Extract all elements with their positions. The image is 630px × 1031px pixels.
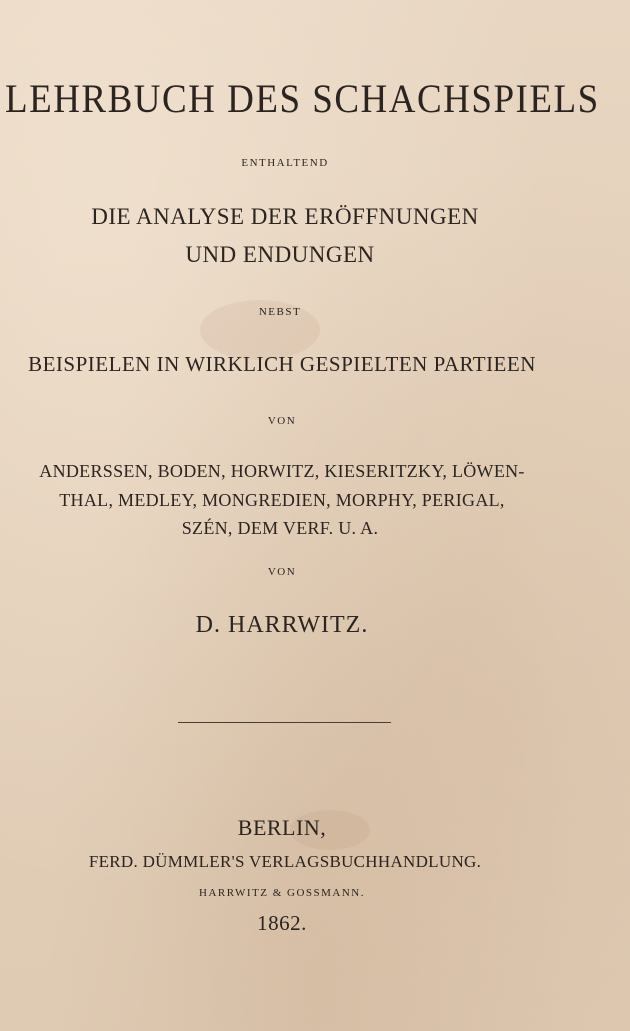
players-line-3: SZÉN, DEM VERF. U. A.	[181, 518, 379, 538]
main-title: LEHRBUCH DES SCHACHSPIELS	[5, 77, 600, 122]
examples-line: BEISPIELEN IN WIRKLICH GESPIELTEN PARTIEEN	[28, 352, 536, 376]
von-label-2: VON	[267, 566, 297, 578]
subtitle-line-2: UND ENDUNGEN	[185, 242, 375, 267]
publication-year: 1862.	[257, 911, 307, 935]
von-label-1: VON	[267, 415, 297, 427]
divider-rule	[178, 722, 391, 723]
publisher-subtitle: HARRWITZ & GOSSMANN.	[199, 887, 365, 899]
publication-city: BERLIN,	[237, 815, 327, 840]
publisher-name: FERD. DÜMMLER'S VERLAGSBUCHHANDLUNG.	[88, 852, 482, 871]
players-line-2: THAL, MEDLEY, MONGREDIEN, MORPHY, PERIGAL,	[59, 490, 505, 510]
nebst-label: NEBST	[258, 306, 302, 318]
enthaltend-label: ENTHALTEND	[241, 157, 329, 169]
players-line-1: ANDERSSEN, BODEN, HORWITZ, KIESERITZKY, LÖWEN-	[39, 461, 525, 481]
author-name: D. HARRWITZ.	[195, 612, 369, 638]
subtitle-line-1: DIE ANALYSE DER ERÖFFNUNGEN	[91, 204, 479, 229]
